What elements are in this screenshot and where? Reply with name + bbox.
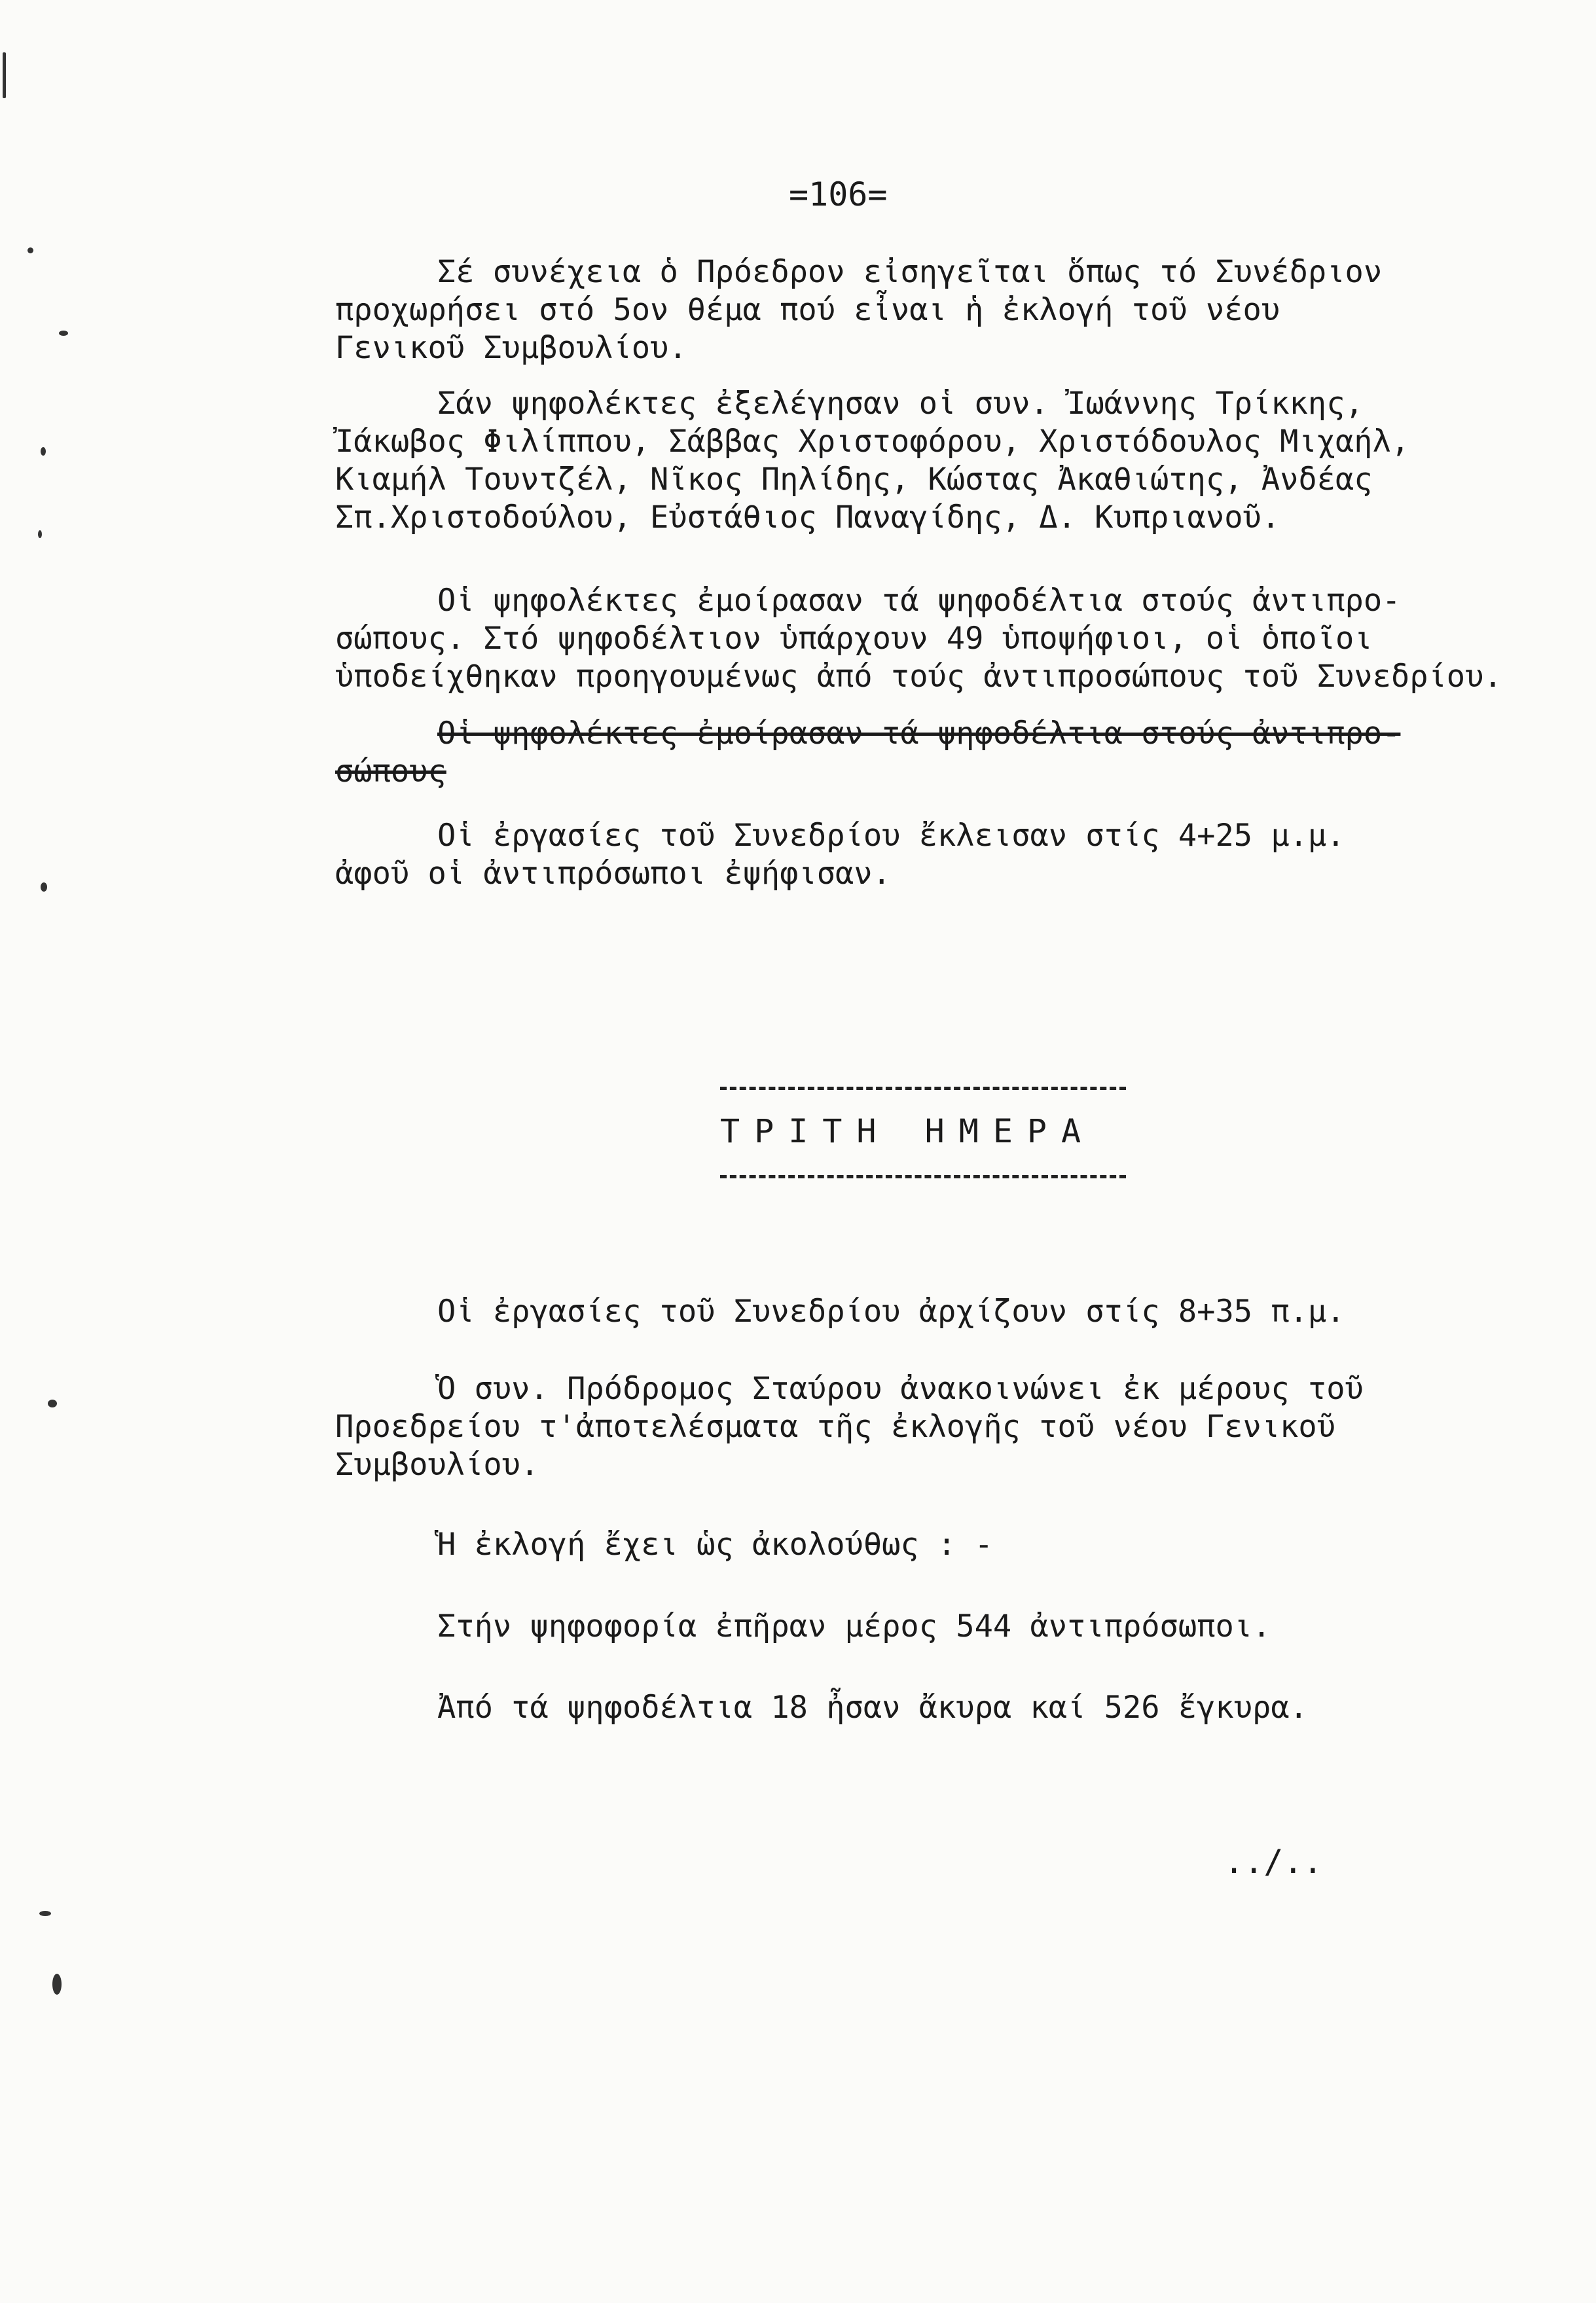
struck-paragraph-line: σώπους xyxy=(335,753,446,789)
scan-speck xyxy=(41,882,47,892)
paragraph-line: Σέ συνέχεια ὁ Πρόεδρον εἰσηγεῖται ὅπως τό Συνέδριον xyxy=(437,254,1383,290)
paragraph-line: ὑποδείχθηκαν προηγουμένως ἀπό τούς ἀντιπροσώπους τοῦ Συνεδρίου. xyxy=(335,659,1502,695)
paragraph-line: Προεδρείου τ'ἀποτελέσματα τῆς ἐκλογῆς τοῦ νέου Γενικοῦ xyxy=(335,1409,1336,1445)
paragraph-line: Συμβουλίου. xyxy=(335,1447,539,1483)
paragraph-line: Γενικοῦ Συμβουλίου. xyxy=(335,330,687,366)
paragraph-line: Σάν ψηφολέκτες ἐξελέγησαν οἱ συν. Ἰωάννης Τρίκκης, xyxy=(437,386,1364,422)
section-heading-block xyxy=(720,1087,1126,1178)
heading-rule-top xyxy=(720,1087,1126,1090)
paragraph-line: Οἱ ἐργασίες τοῦ Συνεδρίου ἔκλεισαν στίς 4+25 μ.μ. xyxy=(437,818,1345,854)
scan-speck xyxy=(39,1911,51,1916)
scan-speck xyxy=(48,1400,57,1407)
paragraph-line: Σπ.Χριστοδούλου, Εὐστάθιος Παναγίδης, Δ. Κυπριανοῦ. xyxy=(335,499,1280,535)
page-number: =106= xyxy=(789,175,888,213)
paragraph-line: Ἰάκωβος Φιλίππου, Σάββας Χριστοφόρου, Χριστόδουλος Μιχαήλ, xyxy=(335,424,1410,460)
paragraph-line: Οἱ ψηφολέκτες ἐμοίρασαν τά ψηφοδέλτια στούς ἀντιπρο- xyxy=(437,583,1401,619)
paragraph-line: Οἱ ἐργασίες τοῦ Συνεδρίου ἀρχίζουν στίς 8+35 π.μ. xyxy=(437,1294,1345,1330)
paragraph-line: Ἡ ἐκλογή ἔχει ὡς ἀκολούθως : - xyxy=(437,1527,993,1563)
scan-speck xyxy=(52,1974,62,1995)
paragraph-line: Ἀπό τά ψηφοδέλτια 18 ἦσαν ἄκυρα καί 526 ἔγκυρα. xyxy=(437,1690,1308,1726)
paragraph-line: Ὁ συν. Πρόδρομος Σταύρου ἀνακοινώνει ἐκ μέρους τοῦ xyxy=(437,1371,1364,1407)
heading-rule-bottom xyxy=(720,1175,1126,1178)
scan-speck xyxy=(41,447,46,456)
continued-mark: ../.. xyxy=(1224,1843,1323,1881)
paragraph-line: ἀφοῦ οἱ ἀντιπρόσωποι ἐψήφισαν. xyxy=(335,856,891,892)
scan-speck xyxy=(3,52,6,98)
section-heading: ΤΡΙΤΗ ΗΜΕΡΑ xyxy=(720,1112,1096,1150)
struck-paragraph-line: Οἱ ψηφολέκτες ἐμοίρασαν τά ψηφοδέλτια στούς ἀντιπρο- xyxy=(437,716,1401,752)
paragraph-line: σώπους. Στό ψηφοδέλτιον ὑπάρχουν 49 ὑποψήφιοι, οἱ ὁποῖοι xyxy=(335,621,1373,657)
paragraph-line: Στήν ψηφοφορία ἐπῆραν μέρος 544 ἀντιπρόσωποι. xyxy=(437,1608,1271,1644)
scan-speck xyxy=(59,331,68,336)
paragraph-line: Κιαμήλ Τουντζέλ, Νῖκος Πηλίδης, Κώστας Ἀκαθιώτης, Ἀνδέας xyxy=(335,462,1373,498)
scan-speck xyxy=(27,247,33,253)
paragraph-line: προχωρήσει στό 5ον θέμα πού εἶναι ἡ ἐκλογή τοῦ νέου xyxy=(335,292,1280,328)
scan-speck xyxy=(38,530,42,538)
